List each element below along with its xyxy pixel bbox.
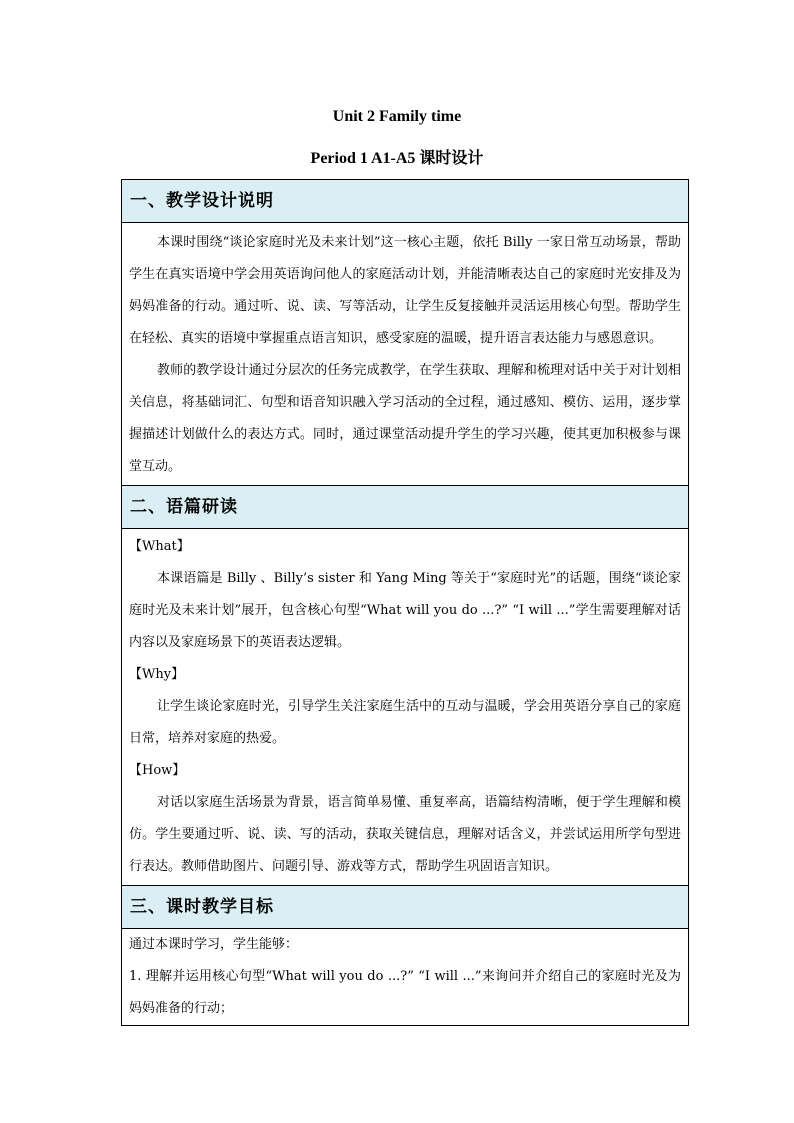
document-subtitle: Period 1 A1-A5 课时设计 [310,150,484,167]
section-body-objectives [122,929,688,1025]
why-label: 【Why】 [129,667,185,682]
design-notes-paragraph-2: 教师的教学设计通过分层次的任务完成教学，在学生获取、理解和梳理对话中关于对计划相关信息，将基础词汇、句型和语音知识融入学习活动的全过程，通过感知、模仿、运用，逐步掌握描述计划做什么的表达方式。同时，通过课堂活动提升学生的学习兴趣，使其更加积极参与课堂互动。 [129,363,681,474]
what-paragraph: 本课语篇是 Billy 、Billy’s sister 和 Yang Ming 等关于“家庭时光”的话题，围绕“谈论家庭时光及未来计划”展开，包含核心句型“What will you do ...?” “I will ...”学生需要理解对话内容以及家庭场景下的英语表达逻辑。 [129,571,681,650]
design-notes-paragraph-1: 本课时围绕“谈论家庭时光及未来计划”这一核心主题，依托 Billy 一家日常互动场景，帮助学生在真实语境中学会用英语询问他人的家庭活动计划，并能清晰表达自己的家庭时光安排及为妈妈准备的行动。通过听、说、读、写等活动，让学生反复接触并灵活运用核心句型。帮助学生在轻松、真实的语境中掌握重点语言知识，感受家庭的温暖，提升语言表达能力与感恩意识。 [129,235,681,346]
section-body-text-analysis [122,529,688,886]
objective-item-1: 1. 理解并运用核心句型“What will you do ...?” “I will ...”来询问并介绍自己的家庭时光及为妈妈准备的行动； [129,969,681,1016]
section-heading-objectives: 三、课时教学目标 [122,886,688,929]
what-label: 【What】 [129,539,190,554]
document-title: Unit 2 Family time [332,108,462,125]
lesson-design-table [121,179,689,1026]
why-paragraph: 让学生谈论家庭时光，引导学生关注家庭生活中的互动与温暖，学会用英语分享自己的家庭日常，培养对家庭的热爱。 [129,699,681,746]
section-heading-text-analysis: 二、语篇研读 [122,486,688,529]
how-label: 【How】 [129,763,186,778]
objectives-intro: 通过本课时学习，学生能够： [129,937,299,952]
section-body-design-notes [122,223,688,486]
section-heading-design-notes: 一、教学设计说明 [122,180,688,223]
how-paragraph: 对话以家庭生活场景为背景，语言简单易懂、重复率高，语篇结构清晰，便于学生理解和模仿。学生要通过听、说、读、写的活动，获取关键信息，理解对话含义，并尝试运用所学句型进行表达。教师借助图片、问题引导、游戏等方式，帮助学生巩固语言知识。 [129,795,681,874]
